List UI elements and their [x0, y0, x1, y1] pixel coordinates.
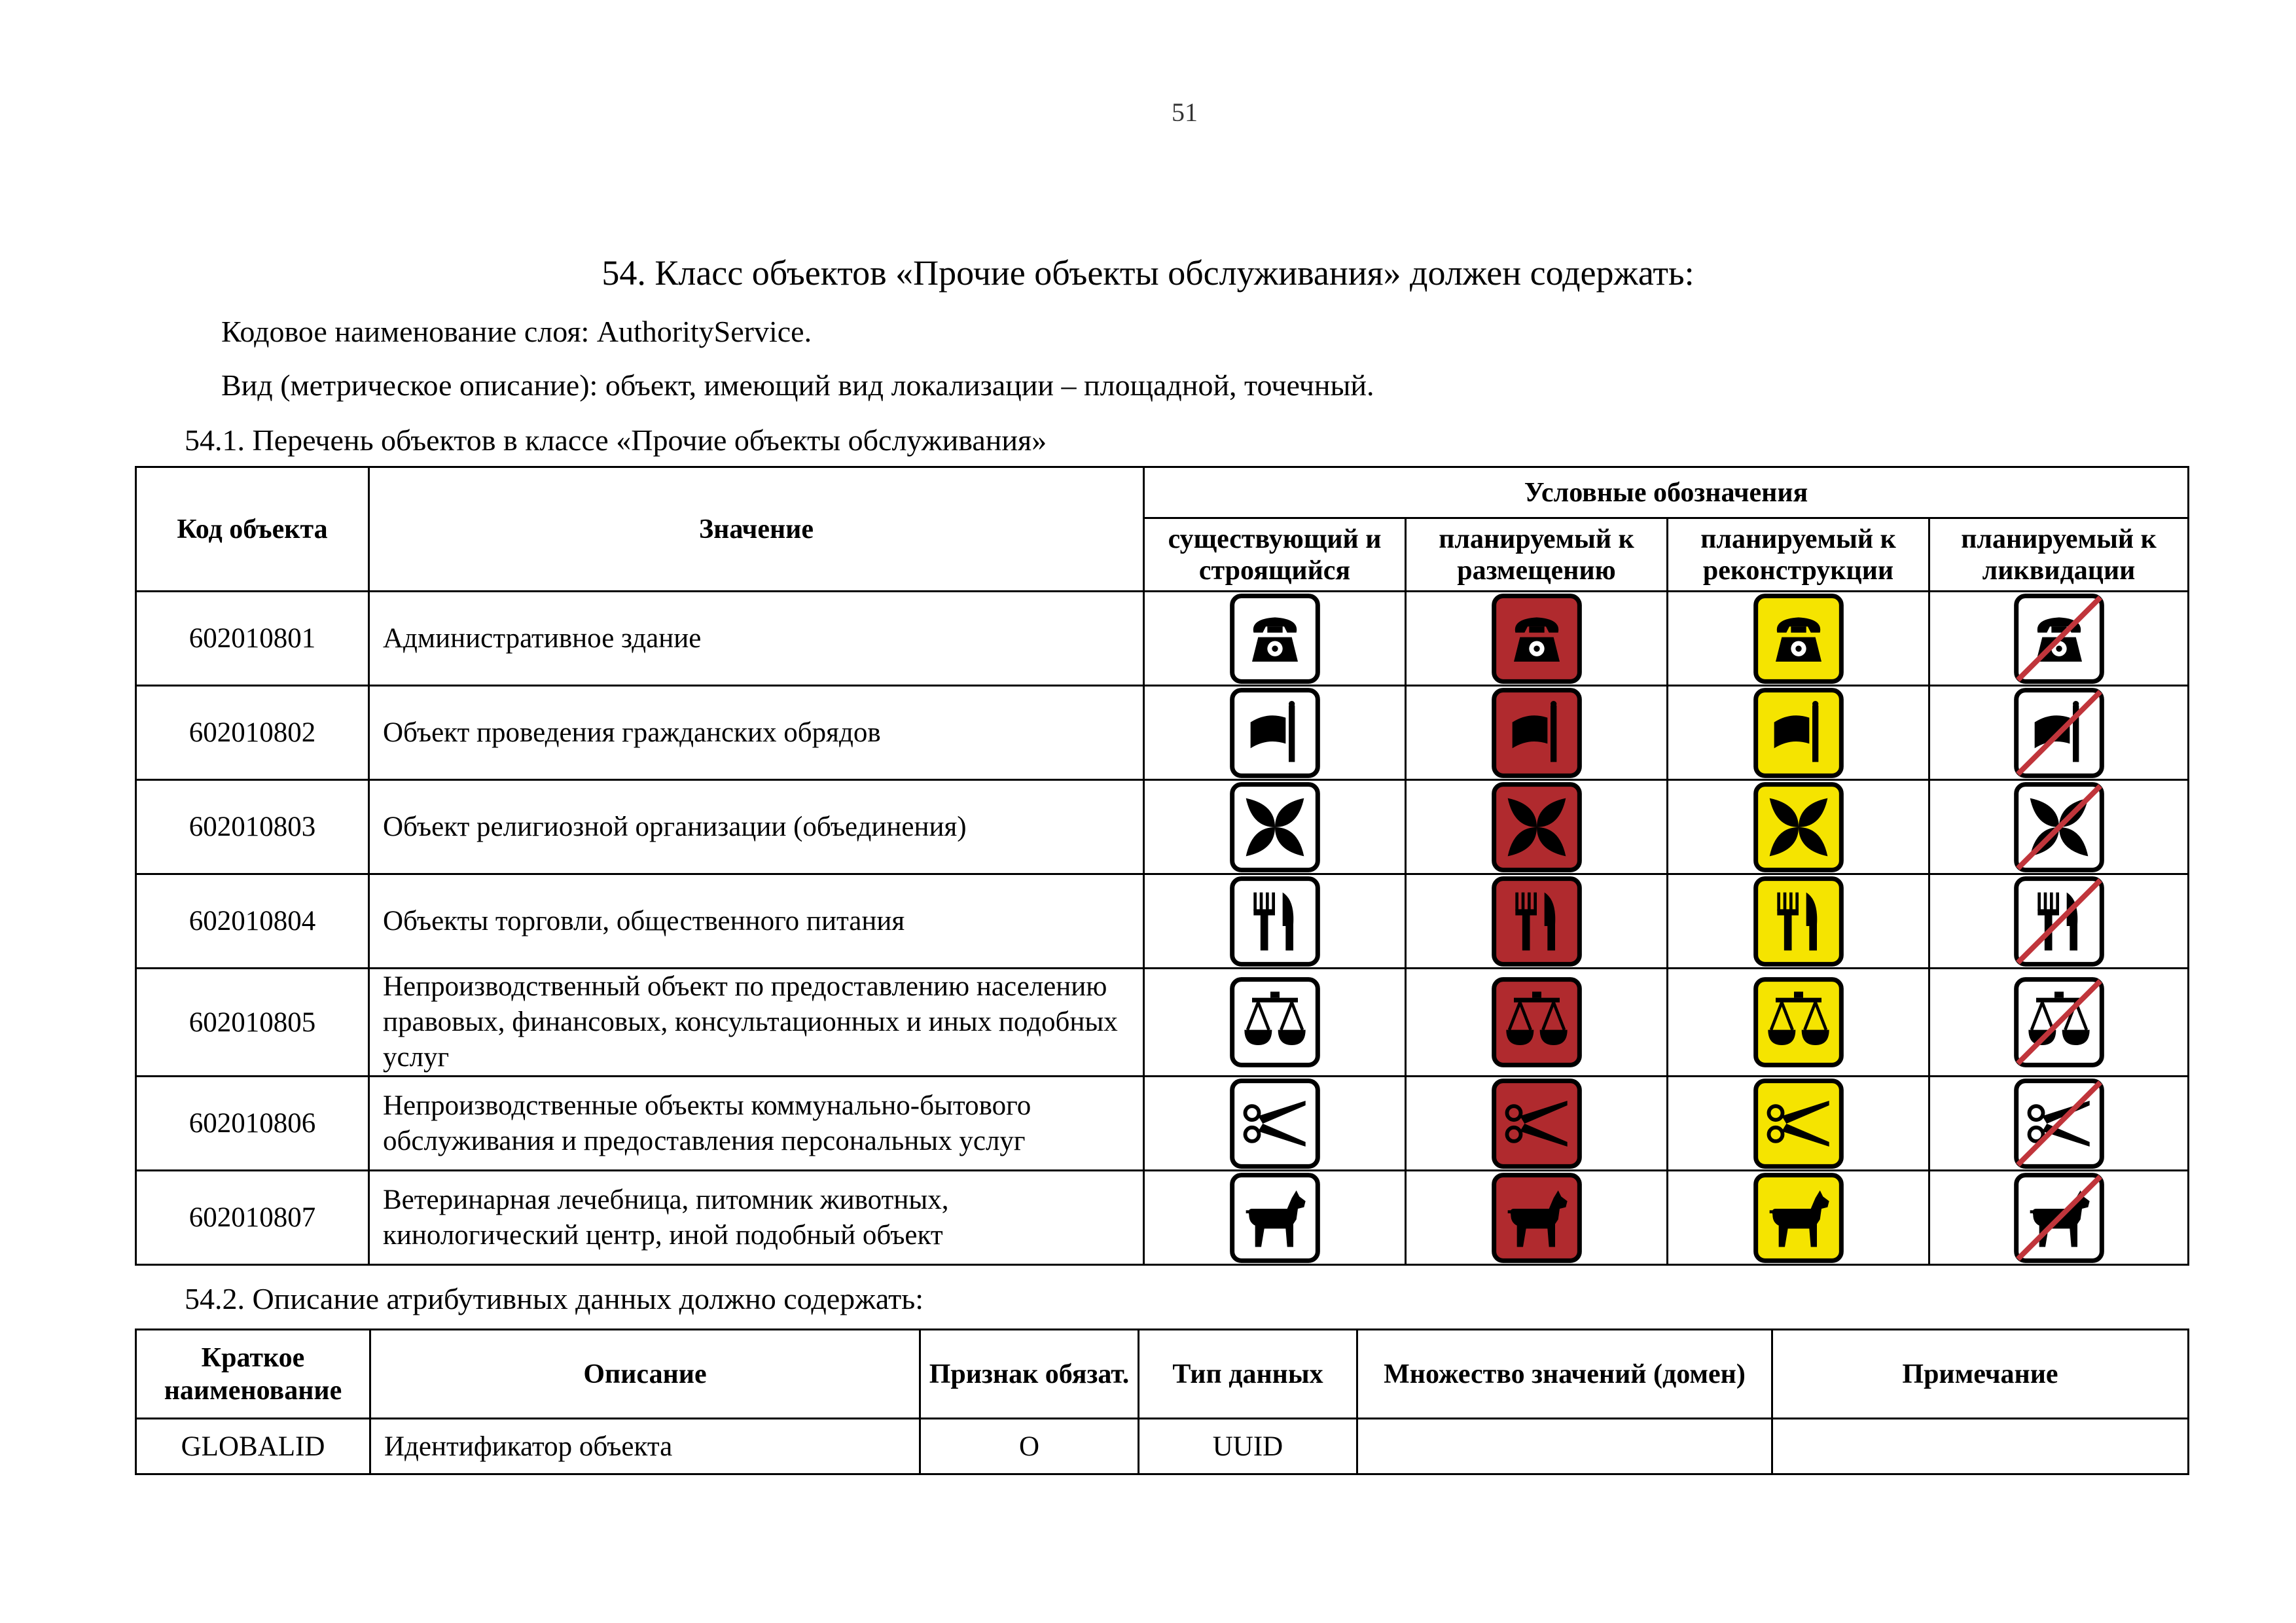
object-code: 602010802	[136, 686, 369, 780]
object-value: Административное здание	[369, 592, 1144, 686]
symbol-cell-planned-placement	[1406, 592, 1668, 686]
attr-header-note: Примечание	[1772, 1330, 2189, 1419]
table-row	[136, 592, 2189, 686]
symbol-cell-planned-liquidation	[1929, 592, 2189, 686]
header-symbols: Условные обозначения	[1144, 467, 2189, 518]
attr-header-required: Признак обязат.	[920, 1330, 1139, 1419]
scales-icon	[1229, 976, 1321, 1068]
telephone-icon	[1491, 593, 1583, 685]
symbol-cell-existing	[1144, 780, 1406, 874]
flag-icon	[1753, 687, 1844, 779]
telephone-icon	[2013, 593, 2105, 685]
symbol-cell-existing	[1144, 686, 1406, 780]
symbol-cell-existing	[1144, 592, 1406, 686]
dog-icon	[1229, 1172, 1321, 1264]
petals-icon	[1491, 781, 1583, 873]
table-row	[136, 780, 2189, 874]
symbol-cell-planned-placement	[1406, 969, 1668, 1077]
object-value: Объекты торговли, общественного питания	[369, 874, 1144, 969]
subsection-1-title: 54.1. Перечень объектов в классе «Прочие объекты обслуживания»	[185, 423, 1047, 457]
symbol-cell-planned-placement	[1406, 1171, 1668, 1265]
symbol-cell-planned-reconstruction	[1668, 592, 1929, 686]
page-number: 51	[1172, 98, 1198, 127]
scales-icon	[1491, 976, 1583, 1068]
symbol-cell-existing	[1144, 969, 1406, 1077]
attr-header-domain: Множество значений (домен)	[1357, 1330, 1772, 1419]
symbol-cell-planned-liquidation	[1929, 686, 2189, 780]
object-code: 602010806	[136, 1077, 369, 1171]
dog-icon	[1753, 1172, 1844, 1264]
telephone-icon	[1229, 593, 1321, 685]
symbol-cell-planned-liquidation	[1929, 874, 2189, 969]
object-value: Непроизводственные объекты коммунально-бытового обслуживания и предоставления персональных услуг	[369, 1077, 1144, 1171]
header-planned-liquidation: планируемый к ликвидации	[1929, 518, 2189, 592]
object-value: Ветеринарная лечебница, питомник животных, кинологический центр, иной подобный объект	[369, 1171, 1144, 1265]
symbol-cell-planned-reconstruction	[1668, 874, 1929, 969]
petals-icon	[1229, 781, 1321, 873]
symbol-cell-existing	[1144, 874, 1406, 969]
scissors-icon	[2013, 1078, 2105, 1169]
object-code: 602010807	[136, 1171, 369, 1265]
symbol-cell-planned-reconstruction	[1668, 780, 1929, 874]
fork-knife-icon	[1229, 876, 1321, 967]
subsection-2-title: 54.2. Описание атрибутивных данных должно содержать:	[185, 1282, 924, 1315]
attr-header-data-type: Тип данных	[1139, 1330, 1357, 1419]
petals-icon	[1753, 781, 1844, 873]
symbol-cell-planned-liquidation	[1929, 780, 2189, 874]
table-row	[136, 1171, 2189, 1265]
attr-header-short-name: Краткое наименование	[136, 1330, 370, 1419]
scales-icon	[2013, 976, 2105, 1068]
symbol-cell-planned-reconstruction	[1668, 1077, 1929, 1171]
dog-icon	[2013, 1172, 2105, 1264]
object-value: Непроизводственный объект по предоставлению населению правовых, финансовых, консультационных и иных подобных услуг	[369, 969, 1144, 1077]
attr-short-name: GLOBALID	[136, 1419, 370, 1474]
attr-header-description: Описание	[370, 1330, 920, 1419]
symbol-cell-planned-liquidation	[1929, 1171, 2189, 1265]
scissors-icon	[1229, 1078, 1321, 1169]
symbol-cell-planned-placement	[1406, 780, 1668, 874]
symbol-cell-planned-placement	[1406, 1077, 1668, 1171]
symbol-cell-planned-liquidation	[1929, 1077, 2189, 1171]
fork-knife-icon	[1491, 876, 1583, 967]
symbol-cell-planned-reconstruction	[1668, 969, 1929, 1077]
object-value: Объект проведения гражданских обрядов	[369, 686, 1144, 780]
header-planned-placement: планируемый к размещению	[1406, 518, 1668, 592]
section-title: 54. Класс объектов «Прочие объекты обслуживания» должен содержать:	[601, 253, 1695, 293]
object-value: Объект религиозной организации (объединения)	[369, 780, 1144, 874]
table-row	[136, 1419, 2189, 1474]
object-code: 602010803	[136, 780, 369, 874]
symbol-cell-planned-reconstruction	[1668, 1171, 1929, 1265]
object-code: 602010801	[136, 592, 369, 686]
attr-domain	[1357, 1419, 1772, 1474]
fork-knife-icon	[1753, 876, 1844, 967]
table-row	[136, 686, 2189, 780]
object-code: 602010804	[136, 874, 369, 969]
attr-data-type: UUID	[1139, 1419, 1357, 1474]
scissors-icon	[1491, 1078, 1583, 1169]
scales-icon	[1753, 976, 1844, 1068]
attr-note	[1772, 1419, 2189, 1474]
table-row	[136, 969, 2189, 1077]
header-existing: существующий и строящийся	[1144, 518, 1406, 592]
symbol-cell-existing	[1144, 1077, 1406, 1171]
symbol-cell-existing	[1144, 1171, 1406, 1265]
layer-code-text: Кодовое наименование слоя: AuthorityService.	[221, 315, 812, 348]
fork-knife-icon	[2013, 876, 2105, 967]
header-code: Код объекта	[136, 467, 369, 592]
symbol-cell-planned-placement	[1406, 874, 1668, 969]
geometry-type-text: Вид (метрическое описание): объект, имеющий вид локализации – площадной, точечный.	[221, 368, 1374, 402]
attributes-table	[135, 1329, 2189, 1475]
objects-table	[135, 466, 2189, 1266]
symbol-cell-planned-placement	[1406, 686, 1668, 780]
table-row	[136, 1077, 2189, 1171]
object-code: 602010805	[136, 969, 369, 1077]
symbol-cell-planned-reconstruction	[1668, 686, 1929, 780]
flag-icon	[1229, 687, 1321, 779]
header-planned-reconstruction: планируемый к реконструкции	[1668, 518, 1929, 592]
flag-icon	[2013, 687, 2105, 779]
attr-description: Идентификатор объекта	[370, 1419, 920, 1474]
header-value: Значение	[369, 467, 1144, 592]
table-row	[136, 874, 2189, 969]
scissors-icon	[1753, 1078, 1844, 1169]
dog-icon	[1491, 1172, 1583, 1264]
petals-icon	[2013, 781, 2105, 873]
attr-required: O	[920, 1419, 1139, 1474]
symbol-cell-planned-liquidation	[1929, 969, 2189, 1077]
telephone-icon	[1753, 593, 1844, 685]
flag-icon	[1491, 687, 1583, 779]
